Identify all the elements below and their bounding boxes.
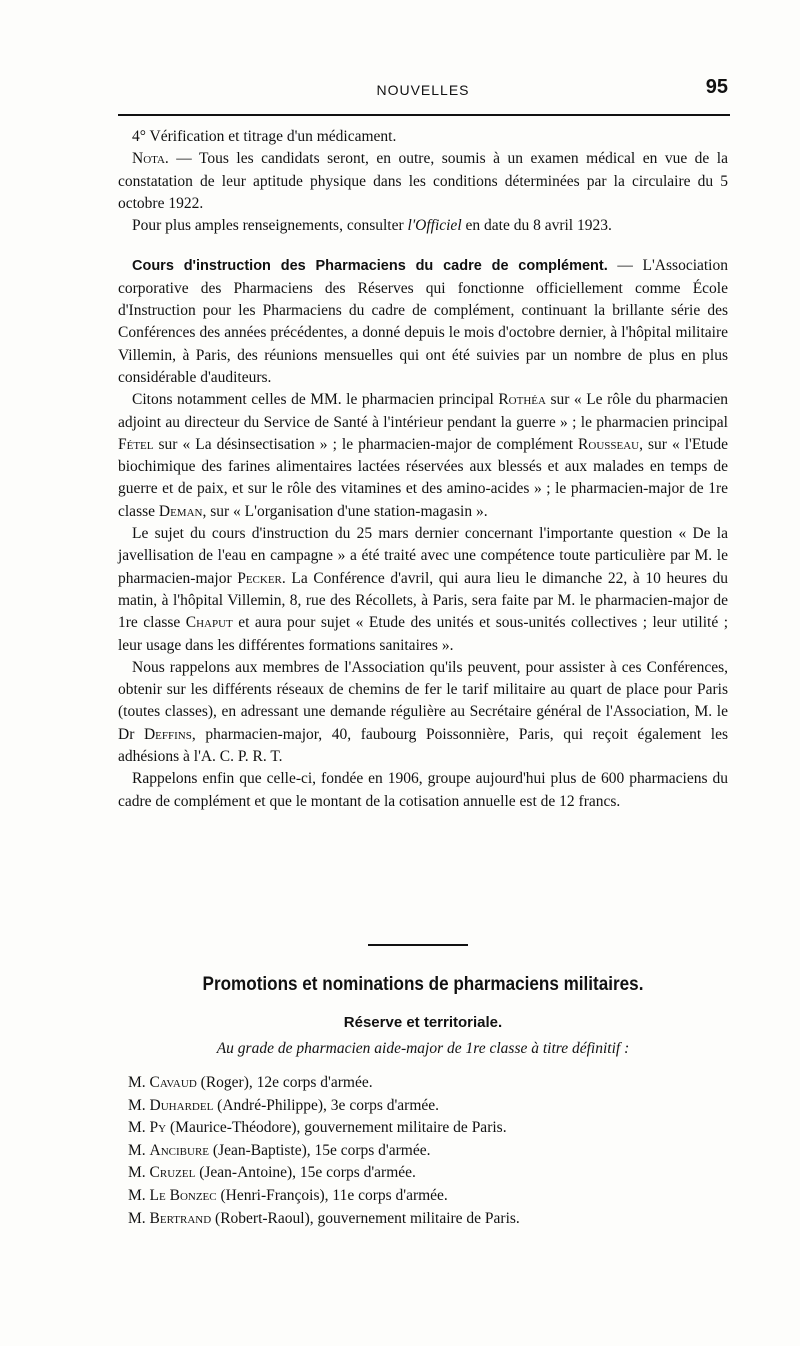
promotion-prefix: M. bbox=[128, 1209, 150, 1227]
citons-text: sur « La désinsectisation » ; le pharmacien-major de complément bbox=[153, 435, 579, 453]
promotion-name: Py bbox=[149, 1119, 167, 1137]
paragraph-gap bbox=[118, 237, 728, 255]
promotion-name: Bertrand bbox=[149, 1209, 212, 1227]
paragraph-sujet bbox=[118, 523, 728, 657]
cours-text: — L'Association corporative des Pharmaciens des Réserves qui fonctionne officiellement comme École d'Instruction pour les Pharmaciens du cadre de complément, continuant la brillante série des Conférences des années précédentes, a donné depuis le mois d'octobre dernier, à l'hôpital militaire Villemin, à Paris, des réunions mensuelles qui ont été suivies par un nombre de plus en plus considérable d'auditeurs. bbox=[118, 257, 728, 386]
promotion-item bbox=[128, 1117, 718, 1140]
promotion-detail: (Henri-François), 11e corps d'armée. bbox=[216, 1186, 448, 1204]
promotion-name: Ancibure bbox=[149, 1141, 210, 1159]
fin-text: Rappelons enfin que celle-ci, fondée en 1906, groupe aujourd'hui plus de 600 pharmaciens du cadre de complément et que le montant de la cotisation annuelle est de 12 francs. bbox=[118, 770, 728, 810]
promotion-prefix: M. bbox=[128, 1186, 150, 1204]
promotion-detail: (Roger), 12e corps d'armée. bbox=[196, 1074, 373, 1091]
promotion-item bbox=[128, 1208, 718, 1231]
name-rousseau: Rousseau bbox=[578, 435, 640, 453]
nota-label: Nota. bbox=[132, 150, 169, 168]
promotion-prefix: M. bbox=[128, 1141, 150, 1159]
paragraph-renseignements bbox=[118, 215, 728, 237]
rappel-text: Nous rappelons aux membres de l'Association qu'ils peuvent, pour assister à ces Conférences, obtenir sur les différents réseaux de chemins de fer le tarif militaire au quart de place pour Paris (toutes classes), en adressant une demande régulière au Secrétaire général de l'Association, M. le Dr bbox=[118, 658, 728, 743]
page-header bbox=[118, 76, 728, 102]
promotion-prefix: M. bbox=[128, 1096, 150, 1114]
page-number: 95 bbox=[705, 76, 728, 98]
paragraph-cours bbox=[118, 255, 728, 389]
nota-text: — Tous les candidats seront, en outre, soumis à un examen médical en vue de la constatation de leur aptitude physique dans les conditions déterminées par la circulaire du 5 octobre 1922. bbox=[118, 150, 728, 212]
cours-heading: Cours d'instruction des Pharmaciens du cadre de complément. bbox=[132, 258, 608, 275]
article-body bbox=[118, 126, 728, 813]
citons-text: Citons notamment celles de MM. le pharmacien principal bbox=[132, 391, 499, 409]
sujet-text: . La Conférence d'avril, qui aura lieu le dimanche 22, à 10 heures du matin, à l'hôpital Villemin, 8, rue des Récollets, à Paris, sera faite par M. le pharmacien-major de 1re classe bbox=[118, 569, 729, 632]
promotion-item bbox=[128, 1095, 718, 1118]
promotion-item bbox=[128, 1072, 718, 1095]
promotion-prefix: M. bbox=[128, 1164, 150, 1182]
paragraph-citons bbox=[118, 389, 728, 523]
promotion-prefix: M. bbox=[128, 1074, 150, 1091]
rappel-text: , pharmacien-major, 40, faubourg Poissonnière, Paris, qui reçoit également les adhésions à l'A. C. P. R. T. bbox=[118, 725, 729, 766]
section-divider bbox=[368, 944, 468, 946]
name-deman: Deman bbox=[158, 502, 203, 520]
section-title: Promotions et nominations de pharmaciens militaires. bbox=[202, 974, 644, 995]
promotion-prefix: M. bbox=[128, 1119, 150, 1137]
renseignements-date: en date du 8 avril 1923. bbox=[461, 217, 612, 235]
paragraph-fin bbox=[118, 768, 728, 813]
header-rule bbox=[118, 114, 730, 116]
name-chaput: Chaput bbox=[185, 614, 233, 632]
promotion-detail: (Jean-Antoine), 15e corps d'armée. bbox=[195, 1164, 416, 1182]
name-rothea: Rothéa bbox=[498, 391, 546, 409]
citons-text: , sur « L'organisation d'une station-magasin ». bbox=[202, 502, 488, 520]
name-fetel: Fétel bbox=[118, 435, 154, 453]
promotion-item bbox=[128, 1185, 718, 1208]
promotion-detail: (André-Philippe), 3e corps d'armée. bbox=[213, 1096, 440, 1114]
promotion-name: Duhardel bbox=[149, 1096, 214, 1114]
officiel-ref: l'Officiel bbox=[407, 217, 462, 235]
promotion-name: Cavaud bbox=[149, 1074, 197, 1091]
paragraph-rappel bbox=[118, 657, 728, 768]
paragraph-verification bbox=[118, 126, 728, 148]
sujet-text: Le sujet du cours d'instruction du 25 mars dernier concernant l'importante question « De la javellisation de l'eau en campagne » a été traité avec une compétence toute particulière par M. le pharmacien-major bbox=[118, 525, 728, 587]
promotion-detail: (Robert-Raoul), gouvernement militaire de Paris. bbox=[211, 1209, 520, 1227]
running-title: NOUVELLES bbox=[376, 82, 470, 98]
name-pecker: Pecker bbox=[237, 569, 282, 587]
section-subtitle: Réserve et territoriale. bbox=[343, 1014, 503, 1031]
promotion-item bbox=[128, 1162, 718, 1185]
paragraph-nota bbox=[118, 148, 728, 215]
citons-text: , sur « l'Etude biochimique des farines alimentaires lactées réservées aux blessés et aux malades en temps de guerre et de paix, et sur le rôle des vitamines et des amino-acides » ; le pharmacien-major de 1re classe bbox=[118, 435, 728, 520]
promotion-name: Le Bonzec bbox=[149, 1186, 217, 1204]
verification-text: 4° Vérification et titrage d'un médicament. bbox=[132, 128, 397, 145]
promotion-name: Cruzel bbox=[149, 1164, 196, 1182]
renseignements-text: Pour plus amples renseignements, consulter bbox=[132, 217, 408, 235]
promotion-list bbox=[128, 1072, 718, 1230]
promotion-item bbox=[128, 1140, 718, 1163]
citons-text: sur « Le rôle du pharmacien adjoint au directeur du Service de Santé à l'intérieur pendant la guerre » ; le pharmacien principal bbox=[118, 391, 729, 431]
sujet-text: et aura pour sujet « Etude des unités et sous-unités collectives ; leur utilité ; leur usage dans les différentes formations sanitaires ». bbox=[118, 614, 729, 654]
promotion-detail: (Jean-Baptiste), 15e corps d'armée. bbox=[209, 1141, 431, 1159]
name-deffins: Deffins bbox=[143, 725, 192, 743]
grade-line: Au grade de pharmacien aide-major de 1re classe à titre définitif : bbox=[216, 1040, 630, 1057]
promotion-detail: (Maurice-Théodore), gouvernement militaire de Paris. bbox=[166, 1119, 507, 1137]
